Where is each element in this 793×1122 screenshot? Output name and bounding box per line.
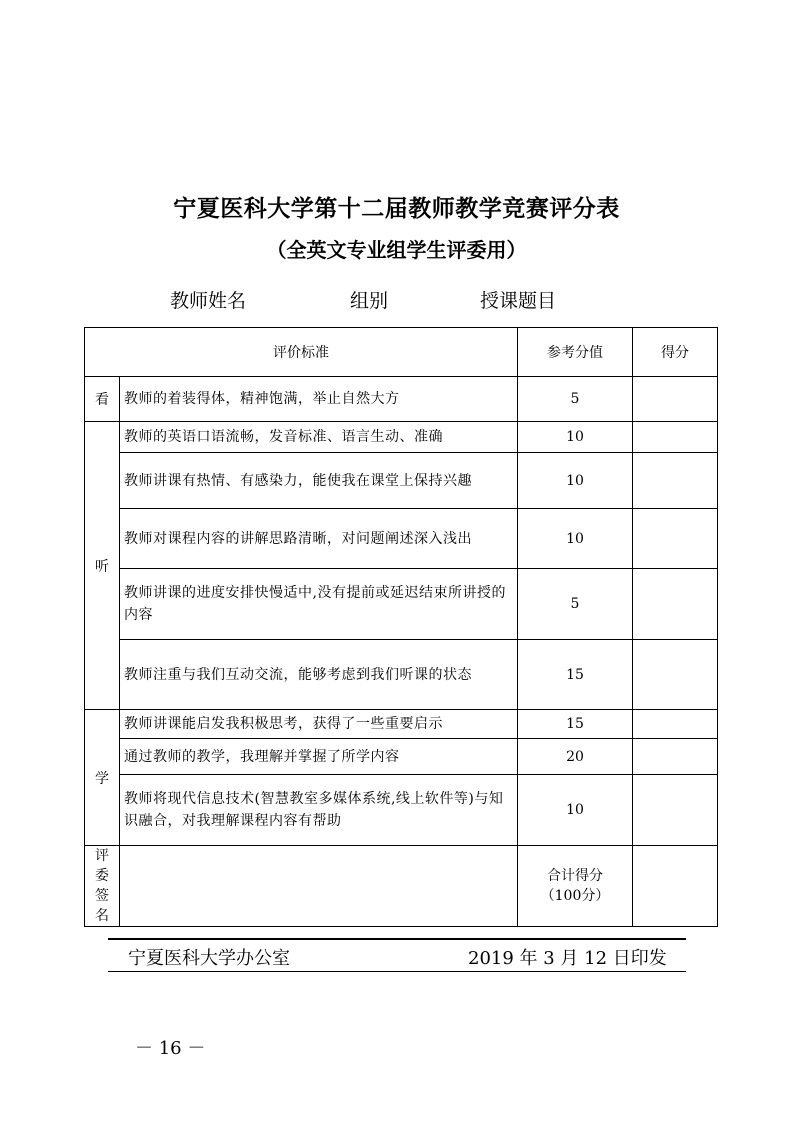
criterion-cell: 教师的着装得体，精神饱满，举止自然大方 [120,377,518,422]
table-row [85,775,718,846]
reference-score-cell: 10 [518,775,633,846]
criterion-cell: 教师对课程内容的讲解思路清晰，对问题阐述深入浅出 [120,509,518,569]
reference-score-cell: 15 [518,710,633,739]
reference-score-header: 参考分值 [518,328,633,377]
score-input-cell[interactable] [633,453,718,509]
table-row [85,509,718,569]
score-input-cell[interactable] [633,739,718,775]
score-input-cell[interactable] [633,509,718,569]
table-header-row [85,328,718,377]
score-input-cell[interactable] [633,377,718,422]
score-input-cell[interactable] [633,569,718,640]
table-row [85,710,718,739]
footer-issuer: 宁夏医科大学办公室 [128,948,290,969]
score-input-cell[interactable] [633,710,718,739]
table-row [85,739,718,775]
table-row [85,453,718,509]
total-score-field[interactable] [633,846,718,927]
criterion-cell: 教师讲课有热情、有感染力，能使我在课堂上保持兴趣 [120,453,518,509]
reference-score-cell: 15 [518,640,633,710]
total-score-label [518,846,633,927]
judge-signature-label [85,846,120,927]
criteria-header: 评价标准 [85,328,518,377]
total-score-label-line1: 合计得分 [547,868,603,884]
document-subtitle: （全英文专业组学生评委用） [266,238,527,262]
footer-bottom-rule [108,971,686,972]
score-input-cell[interactable] [633,422,718,453]
score-header: 得分 [633,328,718,377]
reference-score-cell: 10 [518,453,633,509]
reference-score-cell: 5 [518,569,633,640]
judge-signature-field[interactable] [120,846,518,927]
page-number: － 16 － [135,1038,206,1059]
footer-top-rule [108,938,686,940]
criterion-cell: 教师将现代信息技术(智慧教室多媒体系统,线上软件等)与知识融合，对我理解课程内容有帮助 [120,775,518,846]
table-row [85,422,718,453]
criterion-cell: 教师的英语口语流畅，发音标准、语言生动、准确 [120,422,518,453]
signature-row [85,846,718,927]
table-row [85,569,718,640]
criterion-cell: 通过教师的教学，我理解并掌握了所学内容 [120,739,518,775]
group-label: 组别 [350,290,389,312]
reference-score-cell: 20 [518,739,633,775]
category-cell: 听 [85,422,120,710]
reference-score-cell: 5 [518,377,633,422]
document-title: 宁夏医科大学第十二届教师教学竞赛评分表 [173,196,620,222]
judge-signature-label-line1: 评委 [95,848,109,884]
reference-score-cell: 10 [518,509,633,569]
category-cell: 学 [85,710,120,846]
category-cell: 看 [85,377,120,422]
topic-label: 授课题目 [480,290,557,312]
judge-signature-label-line2: 签名 [95,888,109,924]
criterion-cell: 教师讲课能启发我积极思考，获得了一些重要启示 [120,710,518,739]
footer-issue-date: 2019 年 3 月 12 日印发 [468,948,667,969]
table-row [85,377,718,422]
reference-score-cell: 10 [518,422,633,453]
total-score-label-line2: （100分） [540,888,610,904]
criterion-cell: 教师注重与我们互动交流，能够考虑到我们听课的状态 [120,640,518,710]
teacher-name-label: 教师姓名 [170,290,247,312]
table-row [85,640,718,710]
score-input-cell[interactable] [633,775,718,846]
score-input-cell[interactable] [633,640,718,710]
criterion-cell: 教师讲课的进度安排快慢适中,没有提前或延迟结束所讲授的内容 [120,569,518,640]
scoring-table [84,327,718,927]
